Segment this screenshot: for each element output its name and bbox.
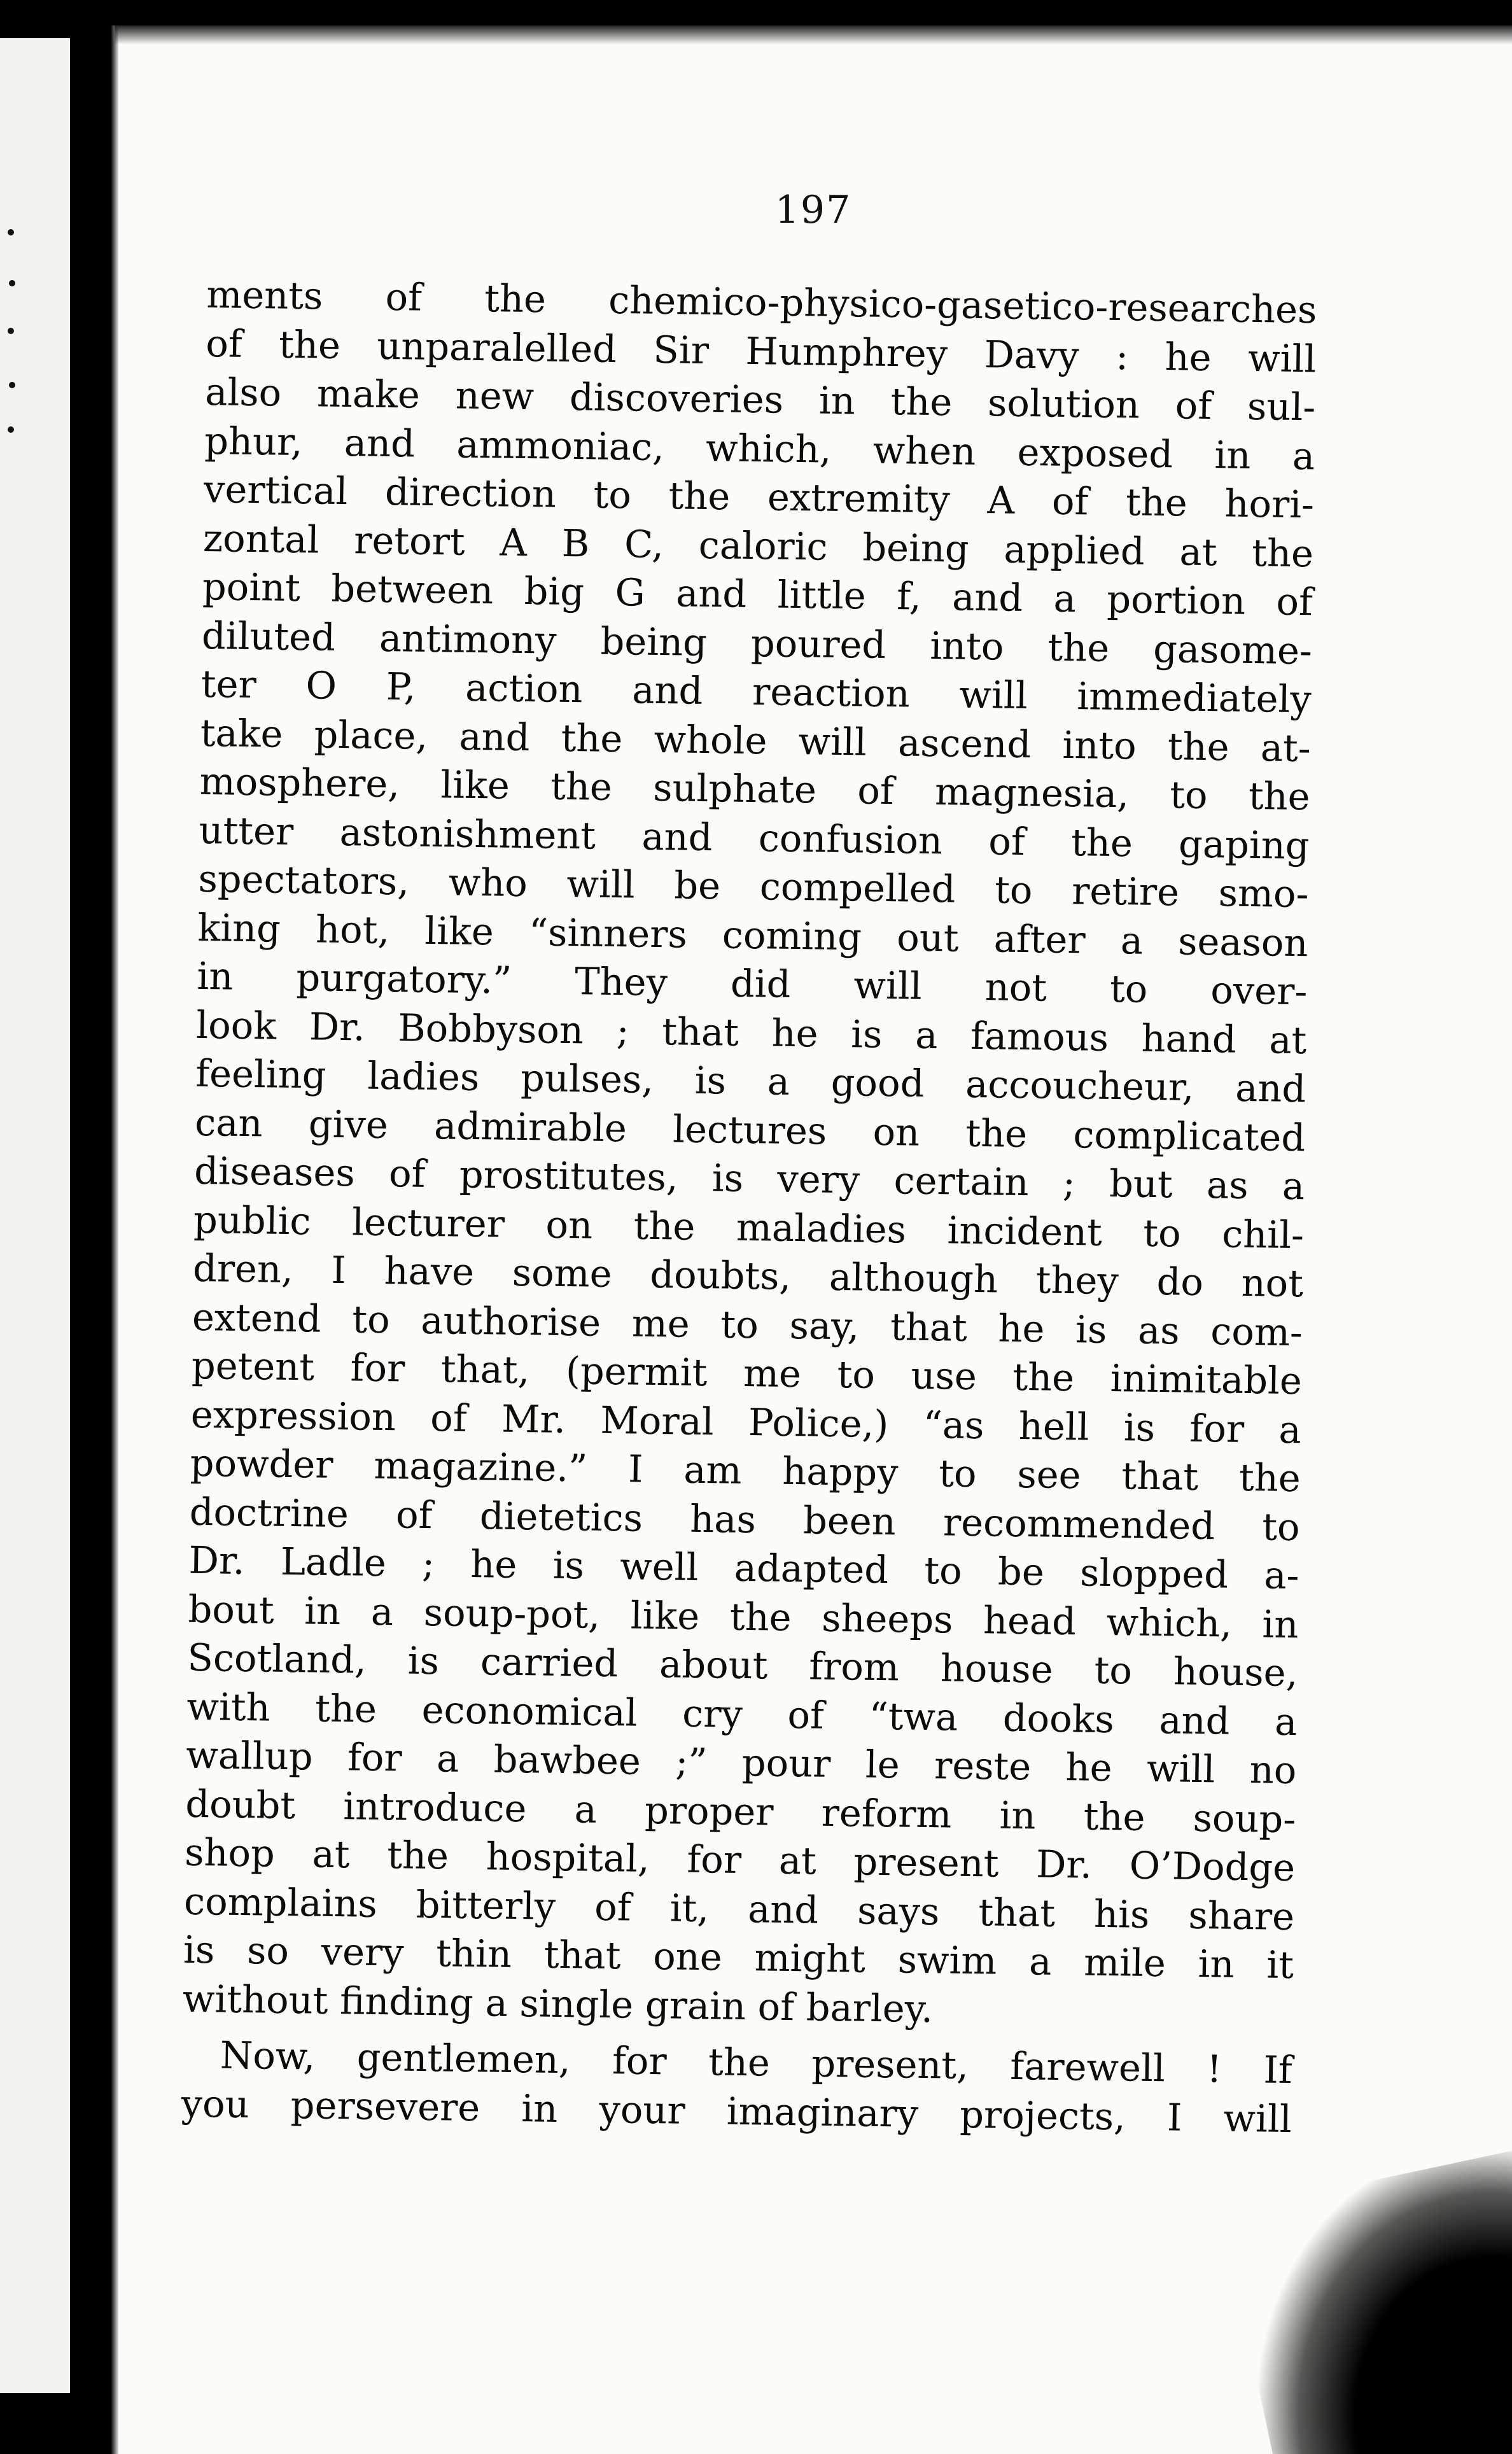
text-line: Dr. Ladle ; he is well adapted to be slopped a- [188,1538,1300,1598]
text-line: dren, I have some doubts, although they do not [192,1245,1304,1306]
text-line: diluted antimony being poured into the gasome- [201,613,1313,673]
text-line: vertical direction to the extremity A of the hori- [203,466,1315,527]
ink-mark [8,229,14,235]
text-line: public lecturer on the maladies incident to chil- [193,1197,1305,1257]
text-line: ter O P, action and reaction will immediately [200,661,1312,722]
body-text [181,270,1317,2143]
page-number: 197 [774,188,852,232]
text-line: phur, and ammoniac, which, when exposed in a [204,418,1315,478]
text-line: doubt introduce a proper reform in the soup- [185,1781,1296,1841]
ink-mark [9,382,15,388]
text-line: in purgatory.” They did will not to over- [197,953,1308,1014]
text-line: with the economical cry of “twa dooks and a [186,1684,1298,1744]
text-line: shop at the hospital, for at present Dr. O’Dodge [184,1830,1296,1890]
text-line: of the unparalelled Sir Humphrey Davy : he will [205,321,1317,381]
text-line: diseases of prostitutes, is very certain ; but as a [193,1148,1305,1209]
text-line: zontal retort A B C, caloric being applied at the [202,515,1314,575]
text-line: feeling ladies pulses, is a good accoucheur, and [195,1051,1306,1111]
text-line: take place, and the whole will ascend into the at- [200,710,1312,770]
page-top-shadow [115,25,1512,45]
ink-mark [8,426,14,433]
text-line: Now, gentlemen, for the present, farewell ! If [220,2033,1293,2093]
text-line: bout in a soup-pot, like the sheeps head which, in [188,1587,1299,1646]
text-line: complains bitterly of it, and says that his share [183,1879,1295,1939]
text-line: utter astonishment and confusion of the gaping [199,808,1310,867]
text-line: wallup for a bawbee ;” pour le reste he will no [185,1732,1297,1793]
ink-mark [9,280,15,286]
text-line: ments of the chemico-physico-gasetico-researches [206,272,1317,332]
text-line: spectators, who will be compelled to retire smo- [198,856,1309,916]
text-line: you persevere in your imaginary projects, I will [181,2081,1292,2141]
text-line: powder magazine.” I am happy to see that the [190,1440,1301,1501]
thumb-shadow [1221,2143,1512,2454]
book-page [115,25,1512,2454]
text-line: doctrine of dietetics has been recommended to [189,1489,1301,1549]
text-line: can give admirable lectures on the complicated [194,1100,1306,1160]
text-line: king hot, like “sinners coming out after a season [197,905,1308,965]
ink-mark [8,328,14,334]
text-line: also make new discoveries in the solution of sul- [204,369,1316,430]
text-line: extend to authorise me to say, that he is as com- [192,1294,1303,1354]
text-line: Scotland, is carried about from house to house, [187,1635,1298,1695]
text-line: expression of Mr. Moral Police,) “as hell is for a [190,1392,1302,1452]
text-line: mosphere, like the sulphate of magnesia, to the [199,759,1311,819]
text-line: look Dr. Bobbyson ; that he is a famous hand at [195,1002,1307,1062]
text-line: is so very thin that one might swim a mile in it [183,1927,1294,1988]
facing-page-edge [0,38,70,2393]
text-line: point between big G and little f, and a portion of [202,564,1313,624]
text-line: petent for that, (permit me to use the inimitable [191,1343,1303,1403]
text-line: without finding a single grain of barley. [182,1976,934,2031]
